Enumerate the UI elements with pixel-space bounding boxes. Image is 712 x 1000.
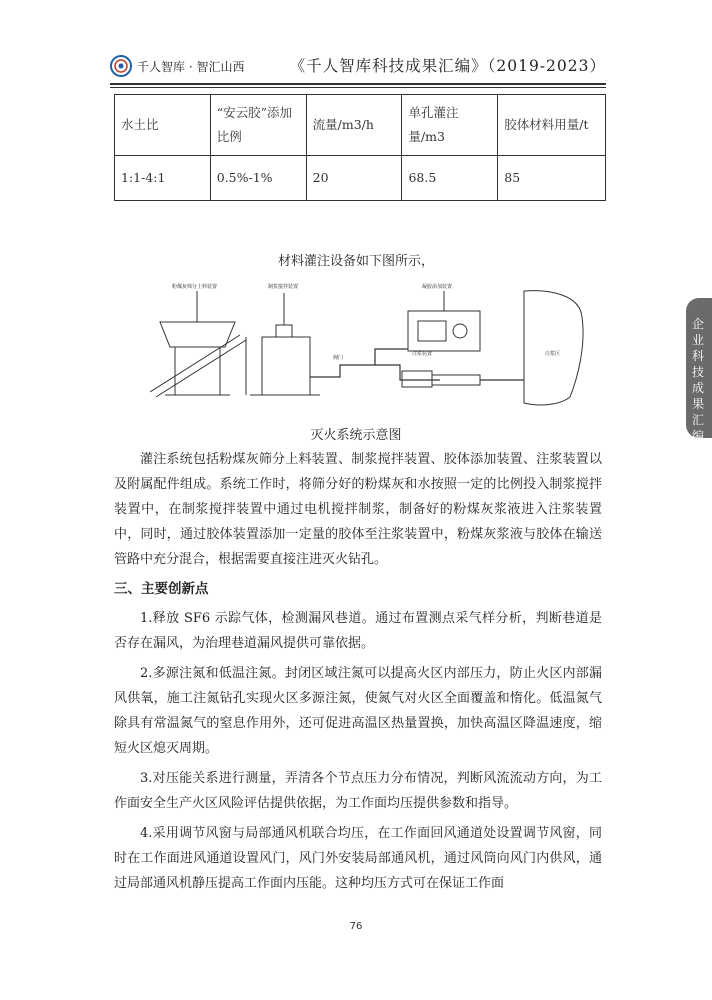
paragraph: 4.采用调节风窗与局部通风机联合均压，在工作面回风通道处设置调节风窗，同时在工作面进风通道设置风门，风门外安装局部通风机，通过风筒向风门内供风，通过局部通风机静压提高工作面内压能。这种均压方式可在保证工作面 (114, 826, 602, 891)
parameters-table (114, 94, 606, 201)
book-title: 《千人智库科技成果汇编》（2019-2023） (289, 57, 606, 75)
figure-caption: 灭火系统示意图 (310, 428, 402, 443)
mixer-drawing (246, 293, 320, 395)
table-cell: 0.5%-1% (210, 156, 306, 201)
table-header-cell: 单孔灌注量/m3 (402, 95, 498, 156)
gel-device-label: 凝胶添加装置 (422, 284, 453, 290)
brand-logo-icon (110, 55, 132, 77)
paragraph: 1.释放 SF6 示踪气体，检测漏风巷道。通过布置测点采气样分析，判断巷道是否存在漏风，为治理巷道漏风提供可靠依据。 (114, 611, 602, 651)
fire-system-diagram (150, 277, 590, 412)
fire-zone-label: 注浆区 (545, 351, 561, 357)
screen-loader-label: 粉煤灰筛分上料装置 (172, 284, 218, 290)
figure-intro-caption: 材料灌注设备如下图所示， (277, 254, 434, 269)
table-header-cell: 流量/m3/h (306, 95, 402, 156)
paragraph: 3.对压能关系进行测量，弄清各个节点压力分布情况，判断风流流动方向，为工作面安全生产火区风险评估提供依据，为工作面均压提供参数和指导。 (114, 771, 602, 811)
table-header-cell: 水土比 (115, 95, 211, 156)
paragraph: 灌注系统包括粉煤灰筛分上料装置、制浆搅拌装置、胶体添加装置、注浆装置以及附属配件组成。系统工作时，将筛分好的粉煤灰和水按照一定的比例投入制浆搅拌装置中，在制浆搅拌装置中通过电机搅拌制浆，制备好的粉煤灰浆液进入注浆装置中，同时，通过胶体装置添加一定量的胶体至注浆装置中，粉煤灰浆液与胶体在输送管路中充分混合，根据需要直接注进灭火钻孔。 (114, 452, 602, 567)
section-heading: 三、主要创新点 (114, 581, 209, 597)
page-number: 76 (349, 921, 363, 932)
header-divider-thin (110, 87, 606, 88)
section-side-tab (686, 298, 712, 443)
table-cell: 1:1-4:1 (115, 156, 211, 201)
header-divider (110, 83, 606, 85)
table-row (115, 156, 606, 201)
screen-loader-drawing (150, 291, 246, 397)
table-cell: 85 (498, 156, 606, 201)
page-header (110, 46, 606, 86)
injector-label: 注浆装置 (412, 351, 433, 357)
table-header-cell: “安云胶”添加比例 (210, 95, 306, 156)
table-header-row (115, 95, 606, 156)
fire-zone-shape (524, 291, 583, 405)
valve-label: 阀门 (333, 355, 344, 361)
injector-drawing (402, 371, 480, 387)
paragraph: 2.多源注氮和低温注氮。封闭区域注氮可以提高火区内部压力，防止火区内部漏风供氧，施工注氮钻孔实现火区多源注氮，使氮气对火区全面覆盖和惰化。低温氮气除具有常温氮气的窒息作用外，还可促进高温区热量置换，加快高温区降温速度，缩短火区熄灭周期。 (114, 666, 602, 756)
brand-name: 千人智库 · 智汇山西 (137, 60, 245, 74)
side-tab-label: 企业科技成果汇编 (692, 317, 705, 443)
gel-device-drawing (408, 291, 480, 351)
table-cell: 20 (306, 156, 402, 201)
mixer-label: 制浆搅拌装置 (268, 284, 299, 290)
main-content (114, 447, 602, 901)
table-header-cell: 胶体材料用量/t (498, 95, 606, 156)
table-cell: 68.5 (402, 156, 498, 201)
